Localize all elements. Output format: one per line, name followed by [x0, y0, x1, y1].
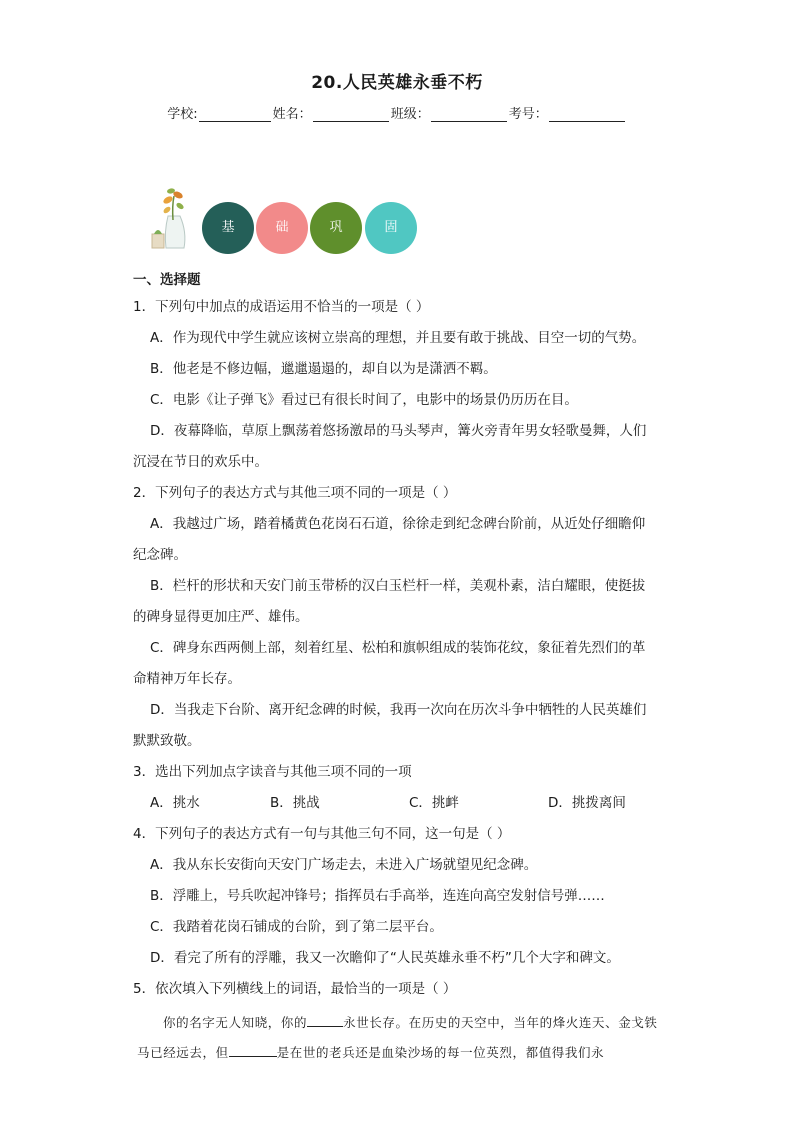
passage-part-3: 是在世的老兵还是血染沙场的每一位英烈，都值得我们永: [276, 1045, 605, 1060]
question-3: [133, 757, 663, 819]
question-4: [133, 819, 663, 974]
option-c-continued: 命精神万年长存。: [133, 671, 241, 687]
name-label: 姓名：: [272, 107, 312, 122]
badge-gong: 巩: [310, 202, 362, 254]
option-d-continued: 默默致敬。: [133, 733, 201, 749]
school-label: 学校:: [167, 107, 198, 122]
class-label: 班级：: [390, 107, 430, 122]
option-d[interactable]: D．当我走下台阶、离开纪念碑的时候，我再一次向在历次斗争中牺牲的人民英雄们: [150, 702, 647, 718]
question-2: [133, 478, 663, 757]
option-c[interactable]: C．电影《让子弹飞》看过已有很长时间了，电影中的场景仍历历在目。: [150, 392, 578, 408]
page-title: 20.人民英雄永垂不朽: [311, 73, 483, 93]
question-stem: 2．下列句子的表达方式与其他三项不同的一项是（ ）: [133, 485, 457, 501]
question-5: [133, 974, 663, 1068]
option-c[interactable]: C．挑衅: [409, 795, 459, 811]
fill-blank-1[interactable]: [307, 1013, 343, 1027]
badge-gu: 固: [365, 202, 417, 254]
student-info-row: [0, 103, 794, 122]
option-b[interactable]: B．挑战: [270, 795, 320, 811]
exam-number-label: 考号：: [508, 107, 548, 122]
option-d-continued: 沉浸在节日的欢乐中。: [133, 454, 268, 470]
potted-plant-icon: [150, 186, 194, 252]
option-a-continued: 纪念碑。: [133, 547, 187, 563]
option-d[interactable]: D．看完了所有的浮雕，我又一次瞻仰了“人民英雄永垂不朽”几个大字和碑文。: [150, 950, 620, 966]
class-blank[interactable]: [431, 107, 507, 122]
question-stem: 5．依次填入下列横线上的词语，最恰当的一项是（ ）: [133, 981, 457, 997]
school-blank[interactable]: [199, 107, 271, 122]
passage-part-1: 你的名字无人知晓，你的: [163, 1015, 308, 1030]
option-a[interactable]: A．我从东长安街向天安门广场走去，未进入广场就望见纪念碑。: [150, 857, 538, 873]
option-a[interactable]: A．作为现代中学生就应该树立崇高的理想，并且要有敢于挑战、目空一切的气势。: [150, 330, 646, 346]
fill-blank-2[interactable]: [229, 1043, 277, 1057]
section-heading: 一、选择题: [133, 272, 201, 288]
option-b[interactable]: B．浮雕上，号兵吹起冲锋号；指挥员右手高举，连连向高空发射信号弹……: [150, 888, 605, 904]
option-b[interactable]: B．栏杆的形状和天安门前玉带桥的汉白玉栏杆一样，美观朴素，洁白耀眼，使挺拔: [150, 578, 646, 594]
name-blank[interactable]: [313, 107, 389, 122]
option-b[interactable]: B．他老是不修边幅，邋邋遢遢的，却自以为是潇洒不羁。: [150, 361, 497, 377]
option-a[interactable]: A．挑水: [150, 795, 200, 811]
option-a[interactable]: A．我越过广场，踏着橘黄色花岗石石道，徐徐走到纪念碑台阶前，从近处仔细瞻仰: [150, 516, 646, 532]
option-b-continued: 的碑身显得更加庄严、雄伟。: [133, 609, 309, 625]
option-d[interactable]: D．挑拨离间: [548, 795, 626, 811]
options-row: [133, 788, 663, 819]
passage: [133, 1008, 663, 1068]
option-c[interactable]: C．我踏着花岗石铺成的台阶，到了第二层平台。: [150, 919, 443, 935]
question-stem: 1．下列句中加点的成语运用不恰当的一项是（ ）: [133, 299, 430, 315]
question-1: [133, 292, 663, 478]
badge-chu: 础: [256, 202, 308, 254]
passage-part-2: 永世长存。在历史的天空中，当年的烽火连天、金戈铁马已经远去，但: [137, 1015, 658, 1060]
exam-number-blank[interactable]: [549, 107, 625, 122]
question-content: [133, 268, 663, 1068]
question-stem: 4．下列句子的表达方式有一句与其他三句不同，这一句是（ ）: [133, 826, 511, 842]
option-c[interactable]: C．碑身东西两侧上部，刻着红星、松柏和旗帜组成的装饰花纹，象征着先烈们的革: [150, 640, 646, 656]
question-stem: 3．选出下列加点字读音与其他三项不同的一项: [133, 764, 412, 780]
option-d[interactable]: D．夜幕降临，草原上飘荡着悠扬激昂的马头琴声，篝火旁青年男女轻歌曼舞，人们: [150, 423, 647, 439]
badge-ji: 基: [202, 202, 254, 254]
